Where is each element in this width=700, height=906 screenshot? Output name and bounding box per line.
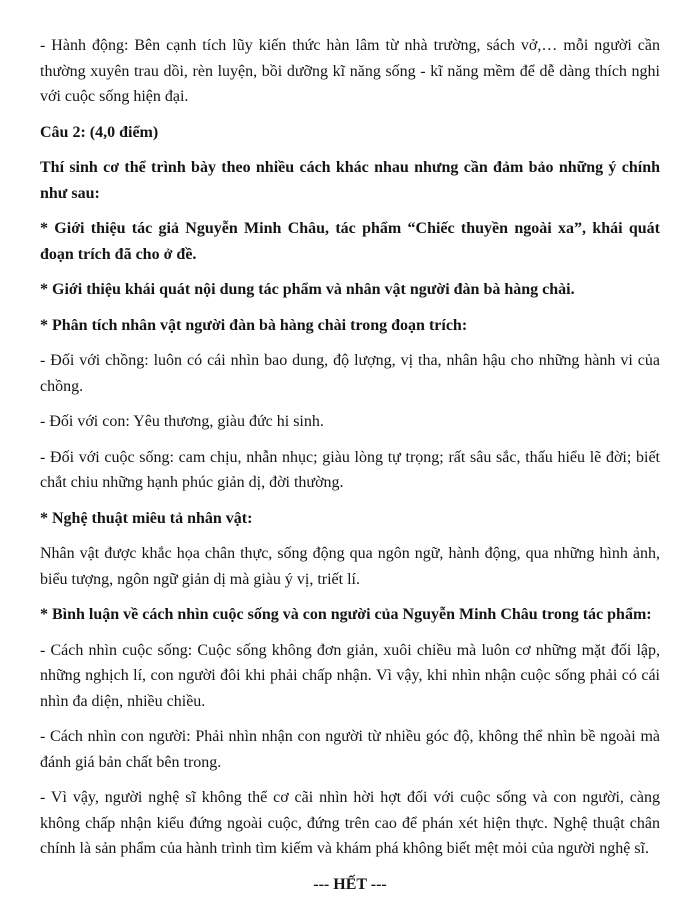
point-toward-husband: - Đối với chồng: luôn có cái nhìn bao dung, độ lượng, vị tha, nhân hậu cho những hành vi của chồng.	[40, 352, 660, 395]
conclusion-point: - Vì vậy, người nghệ sĩ không thể cơ cãi nhìn hời hợt đối với cuộc sống và con người, càng không chấp nhận kiểu đứng ngoài cuộc, đứng trên cao để phán xét hiện thực. Nghệ thuật chân chính là sản phẩm của hành trình tìm kiếm và khám phá không biết mệt mỏi của người nghệ sĩ.	[40, 789, 660, 857]
point-toward-children: - Đối với con: Yêu thương, giàu đức hi sinh.	[40, 413, 324, 430]
view-of-life-point: - Cách nhìn cuộc sống: Cuộc sống không đơn giản, xuôi chiều mà luôn cơ những mặt đối lập, những nghịch lí, con người đôi khi phải chấp nhận. Vì vậy, khi nhìn nhận cuộc sống phải có cái nhìn đa diện, nhiều chiều.	[40, 641, 660, 710]
intro-author-work-point: * Giới thiệu tác giả Nguyễn Minh Châu, tác phẩm “Chiếc thuyền ngoài xa”, khái quát đoạn trích đã cho ở đề.	[40, 220, 660, 263]
question-2-heading: Câu 2: (4,0 điểm)	[40, 123, 159, 141]
end-marker: --- HẾT ---	[313, 875, 387, 893]
view-of-people-point: - Cách nhìn con người: Phải nhìn nhận con người từ nhiều góc độ, không thể nhìn bề ngoài mà đánh giá bản chất bên trong.	[40, 728, 660, 771]
art-of-characterization-description: Nhân vật được khắc họa chân thực, sống động qua ngôn ngữ, hành động, qua những hình ảnh, biểu tượng, ngôn ngữ giản dị mà giàu ý vị, triết lí.	[40, 545, 660, 588]
point-toward-life: - Đối với cuộc sống: cam chịu, nhẫn nhục; giàu lòng tự trọng; rất sâu sắc, thấu hiểu lẽ đời; biết chắt chiu những hạnh phúc giản dị, đời thường.	[40, 448, 660, 491]
grading-instruction-note: Thí sinh cơ thể trình bày theo nhiều cách khác nhau nhưng cần đảm bảo những ý chính như sau:	[40, 159, 660, 202]
art-of-characterization-heading: * Nghệ thuật miêu tả nhân vật:	[40, 509, 253, 527]
character-analysis-heading: * Phân tích nhân vật người đàn bà hàng chài trong đoạn trích:	[40, 316, 468, 334]
commentary-heading: * Bình luận về cách nhìn cuộc sống và con người của Nguyễn Minh Châu trong tác phẩm:	[40, 606, 652, 623]
action-point-paragraph: - Hành động: Bên cạnh tích lũy kiến thức hàn lâm từ nhà trường, sách vở,… mỗi người cần thường xuyên trau dồi, rèn luyện, bồi dưỡng kĩ năng sống - kĩ năng mềm để dễ dàng thích nghi với cuộc sống hiện đại.	[40, 37, 660, 105]
intro-content-character-point: * Giới thiệu khái quát nội dung tác phẩm và nhân vật người đàn bà hàng chài.	[40, 281, 575, 298]
